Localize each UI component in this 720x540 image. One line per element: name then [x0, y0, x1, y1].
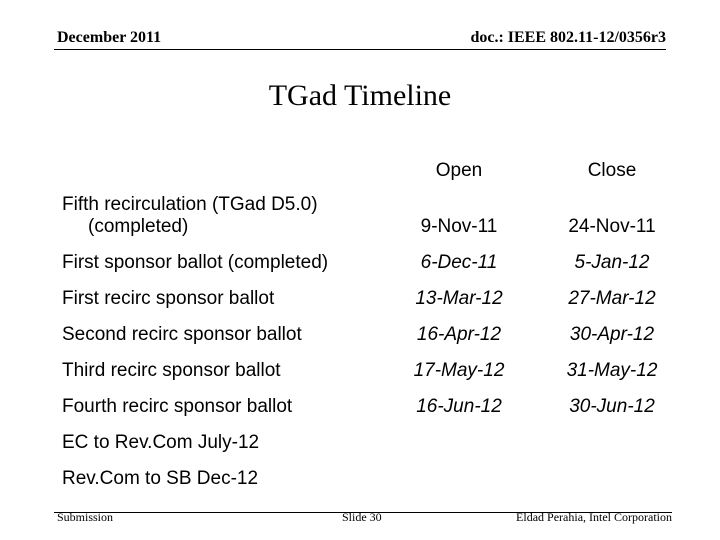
row-close-date: 27-Mar-12 — [568, 288, 656, 309]
row-open-date: 17-May-12 — [413, 360, 505, 381]
row-open-date: 13-Mar-12 — [415, 288, 503, 309]
row-close-date: 30-Apr-12 — [569, 324, 655, 345]
footer-slide-number: Slide 30 — [342, 510, 382, 524]
row-open-date: 9-Nov-11 — [420, 216, 498, 237]
row-close-date: 24-Nov-11 — [568, 216, 656, 237]
slide-title: TGad Timeline — [268, 79, 452, 112]
row-label-first-sponsor-ballot: First sponsor ballot (completed) — [62, 252, 329, 273]
row-label-fifth-recirculation-status: (completed) — [88, 216, 189, 237]
row-label-fifth-recirculation: Fifth recirculation (TGad D5.0) — [62, 194, 318, 215]
header-date: December 2011 — [57, 29, 162, 46]
row-open-date: 16-Jun-12 — [416, 396, 502, 417]
row-open-date: 6-Dec-11 — [420, 252, 498, 273]
row-open-date: 16-Apr-12 — [416, 324, 502, 345]
row-label-first-recirc: First recirc sponsor ballot — [62, 288, 275, 309]
column-header-open: Open — [435, 160, 483, 181]
footer-author: Eldad Perahia, Intel Corporation — [516, 510, 672, 524]
header-doc-id: doc.: IEEE 802.11-12/0356r3 — [470, 29, 666, 46]
row-close-date: 30-Jun-12 — [569, 396, 655, 417]
row-label-fourth-recirc: Fourth recirc sponsor ballot — [62, 396, 293, 417]
header-divider — [54, 49, 666, 50]
note-ec-to-revcom: EC to Rev.Com July-12 — [62, 432, 260, 453]
footer-submission: Submission — [57, 510, 114, 524]
column-header-close: Close — [587, 160, 637, 181]
row-label-third-recirc: Third recirc sponsor ballot — [62, 360, 281, 381]
row-label-second-recirc: Second recirc sponsor ballot — [62, 324, 302, 345]
row-close-date: 5-Jan-12 — [574, 252, 650, 273]
row-close-date: 31-May-12 — [566, 360, 658, 381]
note-revcom-to-sb: Rev.Com to SB Dec-12 — [62, 468, 259, 489]
